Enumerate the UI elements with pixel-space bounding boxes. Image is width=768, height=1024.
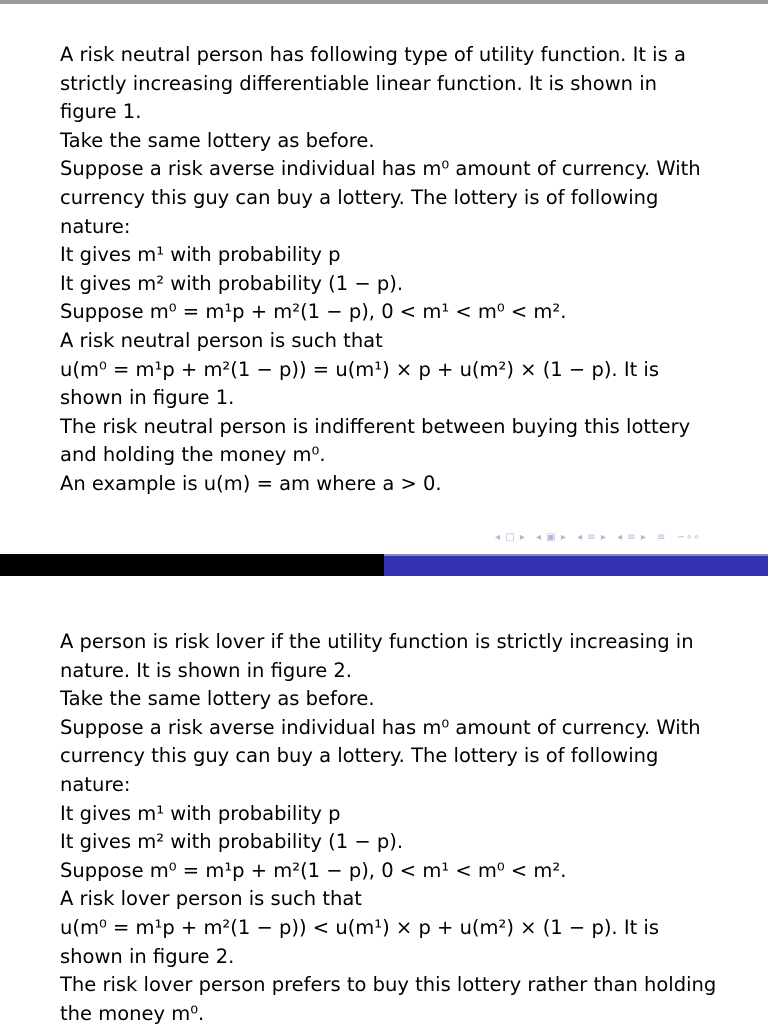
text-line: It gives m² with probability (1 − p). <box>60 830 404 854</box>
text-line: It gives m¹ with probability p <box>60 243 341 267</box>
slide-body <box>60 628 740 1024</box>
text-line: A risk neutral person is such that <box>60 328 383 352</box>
nav-subsection-icon[interactable]: ◂ ≡ ▸ <box>617 532 647 543</box>
text-line: A risk lover person is such that <box>60 887 362 911</box>
text-line: and holding the money m⁰. <box>60 443 326 467</box>
beamer-navigation-bar <box>495 532 707 546</box>
text-line: It gives m² with probability (1 − p). <box>60 271 404 295</box>
text-line: nature: <box>60 214 131 238</box>
text-line: the money m⁰. <box>60 1001 205 1024</box>
nav-first-icon[interactable]: ◂ □ ▸ <box>495 532 526 543</box>
nav-frame-icon[interactable]: ◂ ▣ ▸ <box>536 532 567 543</box>
text-line: currency this guy can buy a lottery. The lottery is of following <box>60 744 659 768</box>
text-line: Suppose a risk averse individual has m⁰ amount of currency. With <box>60 715 701 739</box>
text-line: figure 1. <box>60 100 142 124</box>
text-line: u(m⁰ = m¹p + m²(1 − p)) < u(m¹) × p + u(m²) × (1 − p). It is <box>60 915 659 939</box>
divider-highlight <box>384 554 768 556</box>
slide-risk-lover <box>0 576 768 1024</box>
text-line: Take the same lottery as before. <box>60 128 375 152</box>
slide-divider <box>0 554 768 576</box>
text-line: The risk neutral person is indifferent between buying this lottery <box>60 414 691 438</box>
nav-align-icon[interactable]: ≡ <box>657 532 667 543</box>
divider-right-bar <box>384 554 768 576</box>
text-line: A risk neutral person has following type of utility function. It is a <box>60 43 686 66</box>
text-line: A person is risk lover if the utility function is strictly increasing in <box>60 630 694 653</box>
slide-body <box>60 41 740 499</box>
nav-search-icon[interactable]: ∽∘∘ <box>676 532 701 543</box>
nav-section-icon[interactable]: ◂ ≡ ▸ <box>577 532 607 543</box>
text-line: shown in figure 1. <box>60 386 235 410</box>
slide-risk-neutral <box>0 4 768 552</box>
text-line: The risk lover person prefers to buy this lottery rather than holding <box>60 973 717 997</box>
text-line: Suppose a risk averse individual has m⁰ amount of currency. With <box>60 157 701 181</box>
text-line: currency this guy can buy a lottery. The lottery is of following <box>60 185 659 209</box>
divider-left-bar <box>0 554 384 576</box>
text-line: It gives m¹ with probability p <box>60 801 341 825</box>
text-line: An example is u(m) = am where a > 0. <box>60 471 442 495</box>
text-line: shown in figure 2. <box>60 944 235 968</box>
text-line: Suppose m⁰ = m¹p + m²(1 − p), 0 < m¹ < m⁰ < m². <box>60 858 567 882</box>
text-line: strictly increasing differentiable linear function. It is shown in <box>60 71 657 95</box>
text-line: Suppose m⁰ = m¹p + m²(1 − p), 0 < m¹ < m⁰ < m². <box>60 300 567 324</box>
text-line: nature: <box>60 772 131 796</box>
text-line: Take the same lottery as before. <box>60 687 375 711</box>
text-line: nature. It is shown in figure 2. <box>60 658 353 682</box>
text-line: u(m⁰ = m¹p + m²(1 − p)) = u(m¹) × p + u(m²) × (1 − p). It is <box>60 357 659 381</box>
